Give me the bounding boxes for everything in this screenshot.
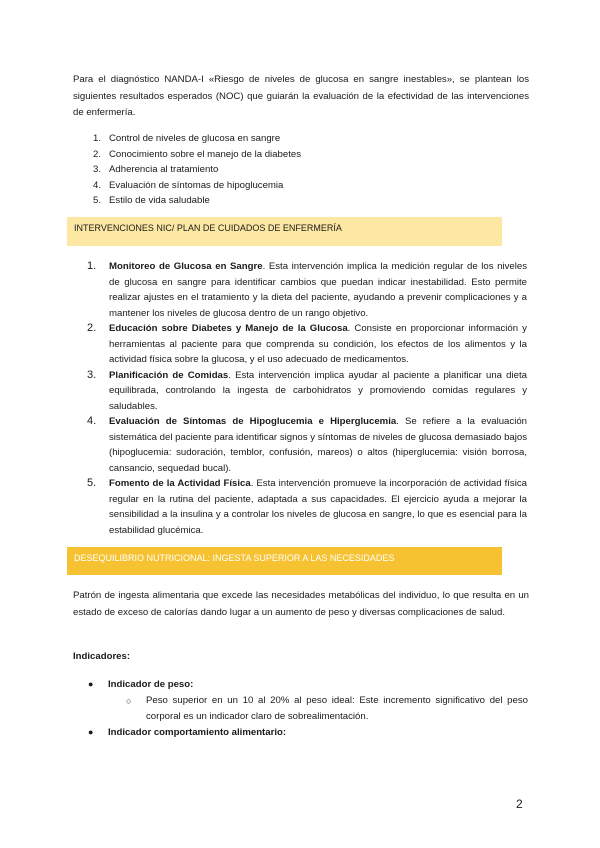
indicator-weight-detail: ○ Peso superior en un 10 al 20% al peso ideal: Este incremento significativo del peso corporal es un indicador claro de sobrealimentación. — [126, 695, 528, 722]
list-item: 4. Evaluación de Síntomas de Hipoglucemia e Hiperglucemia. Se refiere a la evaluación sistemática del paciente para identificar signos y síntomas de niveles de glucosa demasiado bajos (hipoglucemia: sudoración, temblor, confusión, mareos) o altos (hiperglucemia: visión borrosa, cansancio, sequedad bucal). — [87, 415, 527, 474]
bullet-icon: ● — [88, 727, 94, 737]
bullet-icon: ● — [88, 679, 94, 689]
indicator-eating-behavior: ● Indicador comportamiento alimentario: — [88, 727, 287, 738]
list-item: 1. Control de niveles de glucosa en sangre — [93, 133, 281, 144]
list-item: 3. Adherencia al tratamiento — [93, 164, 219, 175]
section-heading-nic: INTERVENCIONES NIC/ PLAN DE CUIDADOS DE ENFERMERÍA — [67, 217, 502, 246]
list-item: 2. Educación sobre Diabetes y Manejo de la Glucosa. Consiste en proporcionar información y herramientas al paciente para que comprenda su condición, los efectos de los alimentos y la actividad física sobre la glucosa, y el uso adecuado de medicamentos. — [87, 322, 527, 365]
list-item: 4. Evaluación de síntomas de hipoglucemia — [93, 179, 284, 191]
intro-paragraph: Para el diagnóstico NANDA-I «Riesgo de niveles de glucosa en sangre inestables», se plantean los siguientes resultados esperados (NOC) que guiarán la evaluación de la efectividad de las intervenciones de enfermería. — [73, 74, 529, 118]
list-item: 5. Estilo de vida saludable — [93, 195, 210, 206]
nic-list — [87, 259, 527, 538]
indicators-heading: Indicadores: — [73, 651, 131, 662]
noc-list — [93, 131, 513, 209]
list-item: 2. Conocimiento sobre el manejo de la diabetes — [93, 148, 301, 160]
section-heading-desequilibrio: DESEQUILIBRIO NUTRICIONAL: INGESTA SUPERIOR A LAS NECESIDADES — [67, 547, 502, 575]
definition-paragraph: Patrón de ingesta alimentaria que excede las necesidades metabólicas del individuo, lo que resulta en un estado de exceso de calorías dando lugar a un aumento de peso y diversas complicaciones de salud. — [73, 590, 529, 618]
page-number: 2 — [516, 797, 523, 811]
indicator-weight: ● Indicador de peso: — [88, 679, 194, 690]
list-item: 5. Fomento de la Actividad Física. Esta intervención promueve la incorporación de actividad física regular en la rutina del paciente, adaptada a sus capacidades. El ejercicio ayuda a mejorar la sensibilidad a la insulina y a controlar los niveles de glucosa en sangre, lo que es esencial para la estabilidad glucémica. — [87, 477, 527, 536]
list-item: 3. Planificación de Comidas. Esta intervención implica ayudar al paciente a planificar una dieta equilibrada, controlando la ingesta de carbohidratos y promoviendo comidas regulares y saludables. — [87, 368, 527, 412]
circle-bullet-icon: ○ — [126, 696, 132, 706]
list-item: 1. Monitoreo de Glucosa en Sangre. Esta intervención implica la medición regular de los niveles de glucosa en sangre para identificar cambios que puedan indicar inestabilidad. Esto permite realizar ajustes en el tratamiento y la dieta del paciente, ayudando a prevenir complicaciones y a mantener los niveles de glucosa dentro de un rango objetivo. — [87, 260, 527, 319]
